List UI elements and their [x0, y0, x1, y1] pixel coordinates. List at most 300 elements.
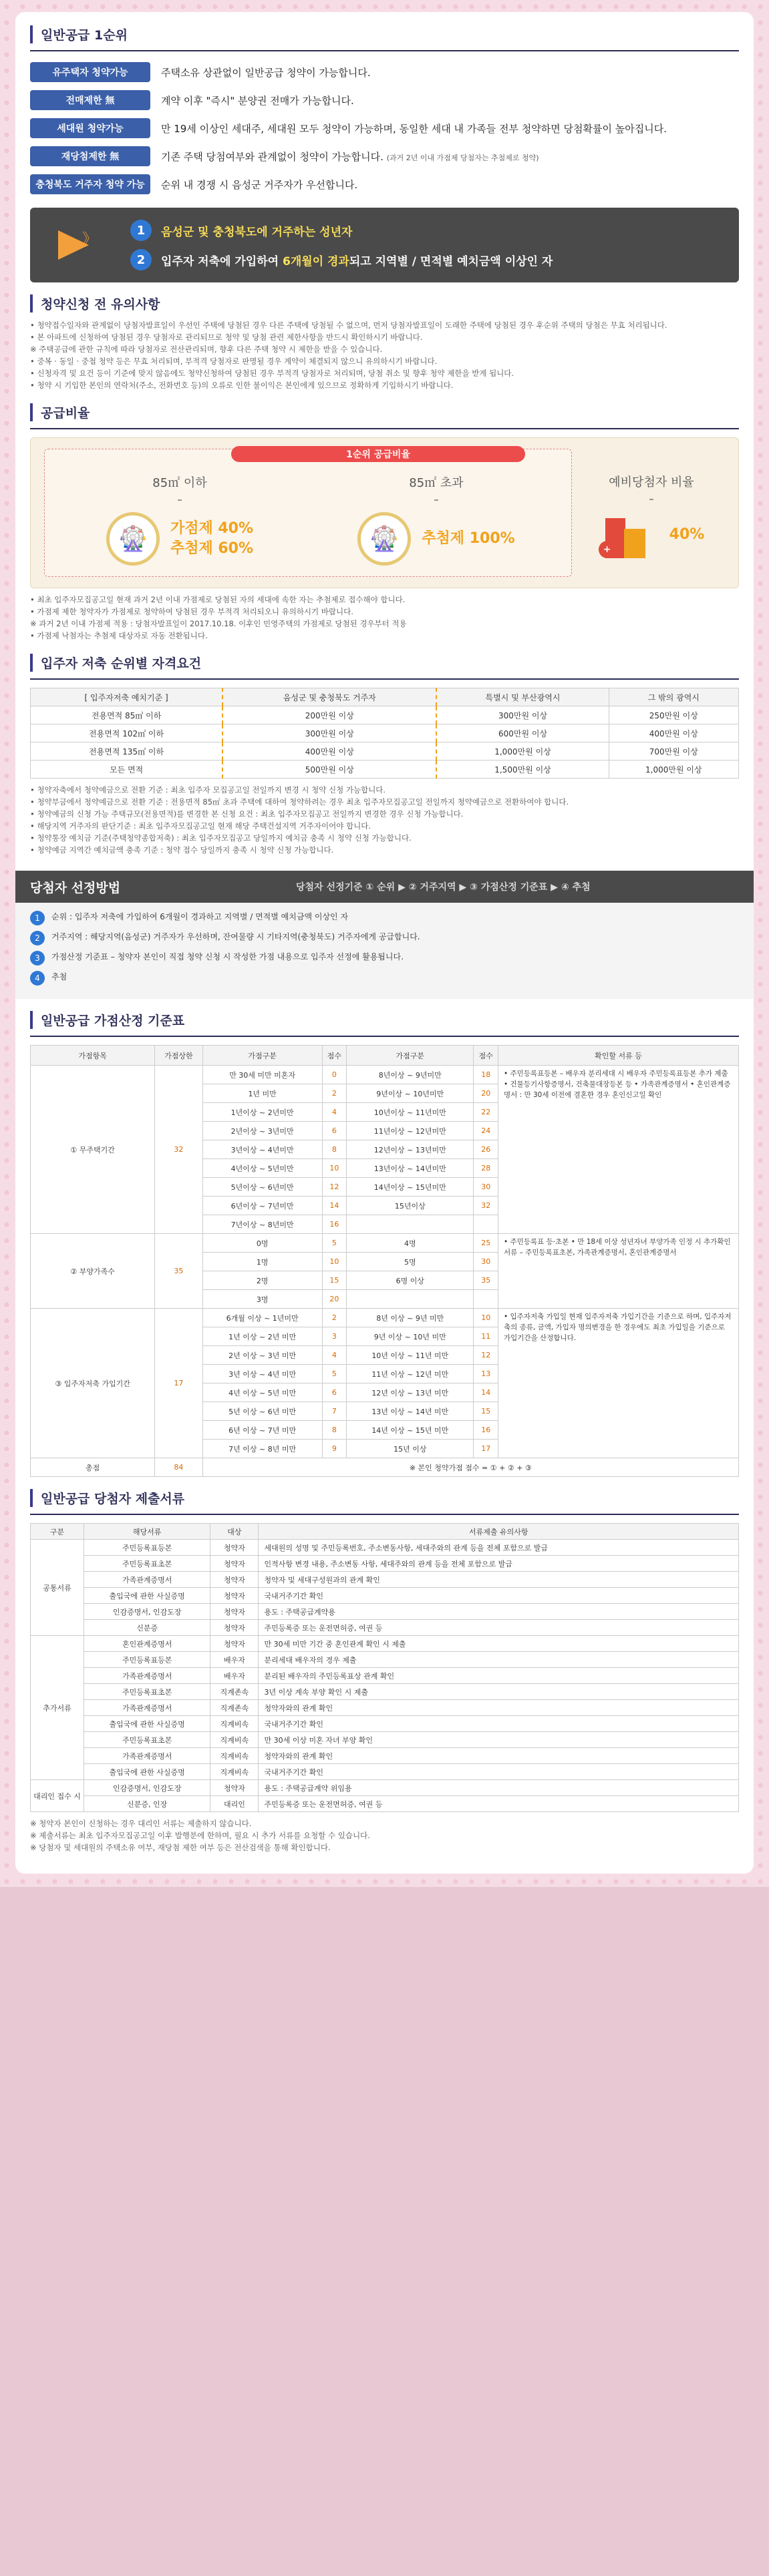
table-cell: 2년이상 ~ 3년미만: [202, 1122, 322, 1140]
table-cell: 12년이상 ~ 13년미만: [347, 1140, 474, 1159]
table-cell: 1년 미만: [202, 1084, 322, 1103]
ratio-value-lottery: 추첨제 60%: [170, 540, 254, 557]
document-name: 가족관계증명서: [84, 1748, 210, 1764]
table-cell: 26: [474, 1140, 498, 1159]
table-row: [31, 1716, 739, 1732]
table-cell: 500만원 이상: [222, 761, 436, 779]
table-cell: 10: [322, 1253, 347, 1271]
document-note: 청약자와의 관계 확인: [259, 1748, 739, 1764]
requirement-tag: 재당첨제한 無: [30, 146, 150, 166]
eligibility-item: [130, 249, 553, 270]
table-cell: 만 30세 미만 미혼자: [202, 1066, 322, 1084]
note-line: • 청약예금 지역간 예치금액 충족 기준 : 청약 접수 당일까지 충족 시 청약 신청 가능합니다.: [30, 845, 334, 855]
document-target: 직계비속: [210, 1764, 259, 1780]
table-cell: 5: [322, 1234, 347, 1253]
selection-sequence: 당첨자 선정기준 ① 순위 ▶ ② 거주지역 ▶ ③ 가점산정 기준표 ▶ ④ 추첨: [296, 882, 591, 893]
table-cell: 3년 이상 ~ 4년 미만: [202, 1365, 322, 1383]
document-target: 배우자: [210, 1668, 259, 1684]
table-row: [31, 1796, 739, 1812]
table-cell: 1,000만원 이상: [609, 761, 738, 779]
table-cell: 전용면적 135㎡ 이하: [31, 742, 223, 761]
requirement-tag: 유주택자 청약가능: [30, 62, 150, 82]
table-cell: 5년 이상 ~ 6년 미만: [202, 1402, 322, 1421]
note-line: • 가점제 낙첨자는 추첨제 대상자로 자동 전환됩니다.: [30, 631, 208, 640]
eligibility-highlight: 6개월이 경과: [282, 254, 349, 268]
document-name: 출입국에 관한 사실증명: [84, 1764, 210, 1780]
note-line: • 신청자격 및 요건 등이 기준에 맞지 않음에도 청약신청하여 당첨된 경우 부적격 당첨자로 처리되며, 당첨 취소 및 향후 청약 제한을 받게 됩니다.: [30, 369, 514, 378]
table-cell: 0명: [202, 1234, 322, 1253]
document-name: 가족관계증명서: [84, 1668, 210, 1684]
ratio-group: [44, 449, 572, 577]
note-line: • 청약자축에서 청약예금으로 전환 기준 : 최초 입주자 모집공고일 전일까지 변경 시 청약 신청 가능합니다.: [30, 785, 386, 795]
table-row: [31, 1780, 739, 1796]
table-row: [31, 1066, 739, 1084]
table-cell: 15년이상: [347, 1197, 474, 1215]
document-target: 청약자: [210, 1556, 259, 1572]
ratio-dash: –: [434, 495, 439, 505]
total-row: [31, 1458, 739, 1477]
requirement-row: [30, 172, 739, 197]
document-target: 청약자: [210, 1620, 259, 1636]
table-cell: [474, 1215, 498, 1234]
table-cell: 14: [322, 1197, 347, 1215]
requirement-row: [30, 87, 739, 113]
table-cell: 14: [474, 1383, 498, 1402]
table-cell: 15: [474, 1402, 498, 1421]
document-name: 혼인관계증명서: [84, 1636, 210, 1652]
table-cell: 4: [322, 1346, 347, 1365]
section-title-point-table: 일반공급 가점산정 기준표: [30, 1011, 739, 1029]
note-line: ※ 주택공급에 관한 규칙에 따라 당첨자로 전산관리되며, 향후 다른 주택 청약 시 제한을 받을 수 있습니다.: [30, 345, 383, 354]
table-cell: 2명: [202, 1271, 322, 1290]
document-category: 공통서류: [31, 1540, 84, 1636]
table-cell: 10년이상 ~ 11년미만: [347, 1103, 474, 1122]
table-cell: 15: [322, 1271, 347, 1290]
table-cell: 3년이상 ~ 4년미만: [202, 1140, 322, 1159]
document-name: 가족관계증명서: [84, 1700, 210, 1716]
table-cell: 전용면적 85㎡ 이하: [31, 706, 223, 724]
document-note: 만 30세 미만 기간 중 혼인관계 확인 시 제출: [259, 1636, 739, 1652]
table-cell: 11: [474, 1327, 498, 1346]
note-line: ※ 제출서류는 최초 입주자모집공고일 이후 발행분에 한하며, 필요 시 추가 서류를 요청할 수 있습니다.: [30, 1831, 370, 1840]
note-line: • 가점제 제한 청약자가 가점제로 청약하여 당첨된 경우 부적격 처리되오니 유의하시기 바랍니다.: [30, 607, 353, 616]
note-line: • 본 아파트에 신청하여 당첨된 경우 당첨자로 관리되므로 청약 및 당첨 관련 제한사항을 반드시 확인하시기 바랍니다.: [30, 333, 423, 342]
divider: [30, 678, 739, 680]
table-cell: 300만원 이상: [436, 706, 609, 724]
note-line: • 청약예금의 신청 가능 주택규모(전용면적)를 변경한 본 신청 요건 : 최초 입주자모집공고 전일까지 변경한 경우 신청 가능합니다.: [30, 809, 464, 819]
column-header: 대상: [210, 1524, 259, 1540]
selection-step: [30, 911, 739, 925]
document-target: 직계비속: [210, 1748, 259, 1764]
table-row: [31, 1764, 739, 1780]
table-cell: 20: [474, 1084, 498, 1103]
note-line: ※ 당첨자 및 세대원의 주택소유 여부, 재당첨 제한 여부 등은 전산검색을 통해 확인합니다.: [30, 1843, 331, 1852]
table-cell: 14년 이상 ~ 15년 미만: [347, 1421, 474, 1440]
ratio-head: 예비당첨자 비율: [609, 475, 694, 489]
requirement-text: 순위 내 경쟁 시 음성군 거주자가 우선합니다.: [161, 178, 358, 191]
table-cell: 35: [474, 1271, 498, 1290]
required-documents: • 입주자저축 가입일 현재 입주자저축 가입기간을 기준으로 하며, 입주자저축의 종류, 금액, 가입자 명의변경을 한 경우에도 최초 가입일을 기준으로 가입기간을 산정합니다.: [498, 1309, 739, 1458]
table-cell: 30: [474, 1178, 498, 1197]
document-name: 신분증: [84, 1620, 210, 1636]
requirement-list: [30, 59, 739, 197]
table-cell: 1명: [202, 1253, 322, 1271]
document-note: 국내거주기간 확인: [259, 1588, 739, 1604]
section-title-precautions: 청약신청 전 유의사항: [30, 294, 739, 312]
requirement-tag: 충청북도 거주자 청약 가능: [30, 174, 150, 194]
table-cell: 24: [474, 1122, 498, 1140]
step-number: 1: [30, 911, 45, 925]
step-number: 3: [30, 951, 45, 965]
table-cell: 7년이상 ~ 8년미만: [202, 1215, 322, 1234]
column-header: 그 밖의 광역시: [609, 688, 738, 706]
table-row: [31, 706, 739, 724]
table-cell: 6: [322, 1383, 347, 1402]
documents-table: [30, 1523, 739, 1812]
ratio-card-85-over: [315, 473, 558, 566]
documents-notes: [30, 1817, 739, 1854]
total-label: 총점: [31, 1458, 155, 1477]
table-cell: 8년 이상 ~ 9년 미만: [347, 1309, 474, 1327]
table-row: [31, 1234, 739, 1253]
document-target: 직계존속: [210, 1700, 259, 1716]
table-cell: 600만원 이상: [436, 724, 609, 742]
step-number: 4: [30, 971, 45, 986]
requirement-row: [30, 144, 739, 169]
section-title-winner-selection: 당첨자 선정방법: [30, 880, 121, 895]
ratio-value-point: 가점제 40%: [170, 520, 254, 537]
document-note: 국내거주기간 확인: [259, 1764, 739, 1780]
required-documents: • 주민등록표 등·초본 • 만 18세 이상 성년자녀 부양가족 인정 시 추가확인서류 – 주민등록표초본, 가족관계증명서, 혼인관계증명서: [498, 1234, 739, 1309]
table-cell: 30: [474, 1253, 498, 1271]
divider: [30, 50, 739, 51]
required-documents: • 주민등록표등본 – 배우자 분리세대 시 배우자 주민등록표등본 추가 제출 • 건물등기사항증명서, 건축물대장등본 등 • 가족관계증명서 • 혼인관계증명서 : 만 30세 이전에 결혼한 경우 혼인신고일 확인: [498, 1066, 739, 1234]
column-header: 점수: [322, 1046, 347, 1066]
notice-sheet: [15, 12, 754, 1874]
winner-selection-header: [15, 871, 754, 903]
point-max: 35: [155, 1234, 202, 1309]
table-cell: 6년 이상 ~ 7년 미만: [202, 1421, 322, 1440]
document-note: 세대원의 성명 및 주민등록번호, 주소변동사항, 세대주와의 관계 등을 전체 포함으로 발급: [259, 1540, 739, 1556]
table-cell: 300만원 이상: [222, 724, 436, 742]
section-title-1st-priority: 일반공급 1순위: [30, 25, 739, 43]
note-line: • 중복 · 동일 · 중첩 청약 등은 무효 처리되며, 부적격 당첨자로 판명될 경우 계약이 체결되지 않으니 유의하시기 바랍니다.: [30, 357, 438, 366]
table-cell: 200만원 이상: [222, 706, 436, 724]
column-header: 가점상한: [155, 1046, 202, 1066]
document-note: 분리된 배우자의 주민등록표상 관계 확인: [259, 1668, 739, 1684]
selection-step: [30, 951, 739, 965]
table-row: [31, 742, 739, 761]
note-line: ※ 과거 2년 이내 가점제 적용 : 당첨자발표일이 2017.10.18. 이후인 민영주택의 가점제로 당첨된 경우부터 적용: [30, 619, 407, 628]
document-name: 주민등록표초본: [84, 1684, 210, 1700]
column-header: 구분: [31, 1524, 84, 1540]
section-title-deposit-requirements: 입주자 저축 순위별 자격요건: [30, 654, 739, 672]
table-row: [31, 1652, 739, 1668]
table-cell: [347, 1215, 474, 1234]
document-category: 추가서류: [31, 1636, 84, 1780]
table-cell: 8년이상 ~ 9년미만: [347, 1066, 474, 1084]
table-cell: 6년이상 ~ 7년미만: [202, 1197, 322, 1215]
table-cell: 5: [322, 1365, 347, 1383]
table-cell: 9: [322, 1440, 347, 1458]
ratio-head: 85㎡ 이하: [152, 476, 207, 490]
table-cell: 400만원 이상: [222, 742, 436, 761]
table-row: [31, 724, 739, 742]
point-item: ① 무주택기간: [31, 1066, 155, 1234]
document-note: 주민등록증 또는 운전면허증, 여권 등: [259, 1796, 739, 1812]
total-formula: ※ 본인 청약가점 점수 = ① + ② + ③: [202, 1458, 738, 1477]
document-note: 3년 이상 계속 부양 확인 시 제출: [259, 1684, 739, 1700]
document-name: 출입국에 관한 사실증명: [84, 1588, 210, 1604]
table-cell: 25: [474, 1234, 498, 1253]
note-line: • 최초 입주자모집공고일 현재 과거 2년 이내 가점제로 당첨된 자의 세대에 속한 자는 추첨제로 접수해야 합니다.: [30, 595, 406, 604]
point-max: 17: [155, 1309, 202, 1458]
table-cell: 8: [322, 1140, 347, 1159]
table-row: [31, 1636, 739, 1652]
document-target: 청약자: [210, 1636, 259, 1652]
megaphone-icon: 》: [50, 225, 97, 265]
table-row: [31, 1540, 739, 1556]
document-note: 청약자와의 관계 확인: [259, 1700, 739, 1716]
eligibility-banner: [30, 208, 739, 282]
total-max: 84: [155, 1458, 202, 1477]
table-cell: 3: [322, 1327, 347, 1346]
table-cell: 10: [322, 1159, 347, 1178]
ratio-notes: [30, 594, 739, 642]
table-cell: 1,500만원 이상: [436, 761, 609, 779]
document-target: 청약자: [210, 1540, 259, 1556]
document-note: 용도 : 주택공급계약 위임용: [259, 1780, 739, 1796]
table-row: [31, 1572, 739, 1588]
eligibility-text: 입주자 저축에 가입하여 6개월이 경과되고 지역별 / 면적별 예치금액 이상인 자: [161, 254, 553, 268]
column-header: 점수: [474, 1046, 498, 1066]
requirement-tag: 세대원 청약가능: [30, 118, 150, 138]
step-text: 추첨: [51, 972, 67, 982]
table-cell: 11년이상 ~ 12년미만: [347, 1122, 474, 1140]
step-number: 2: [30, 931, 45, 945]
document-note: 만 30세 이상 미혼 자녀 부양 확인: [259, 1732, 739, 1748]
column-header: 서류제출 유의사항: [259, 1524, 739, 1540]
table-row: [31, 1309, 739, 1327]
document-target: 직계비속: [210, 1716, 259, 1732]
table-cell: 15년 이상: [347, 1440, 474, 1458]
table-cell: 모든 면적: [31, 761, 223, 779]
table-cell: 6개월 이상 ~ 1년미만: [202, 1309, 322, 1327]
selection-step: [30, 971, 739, 986]
deposit-table: [30, 688, 739, 779]
document-name: 가족관계증명서: [84, 1572, 210, 1588]
requirement-tag: 전매제한 無: [30, 90, 150, 110]
ratio-dash: –: [649, 494, 654, 505]
table-row: [31, 1700, 739, 1716]
step-text: 순위 : 입주자 저축에 가입하여 6개월이 경과하고 지역별 / 면적별 예치금액 이상인 자: [51, 912, 349, 921]
document-name: 출입국에 관한 사실증명: [84, 1716, 210, 1732]
note-line: • 청약통장 예치금 기준(주택청약종합저축) : 최초 입주자모집공고 당일까지 예치금 충족 시 청약 신청 가능합니다.: [30, 833, 412, 843]
number-badge: 2: [130, 249, 152, 270]
table-cell: 16: [322, 1215, 347, 1234]
ratio-head: 85㎡ 초과: [409, 476, 464, 490]
point-max: 32: [155, 1066, 202, 1234]
table-cell: 32: [474, 1197, 498, 1215]
divider: [30, 428, 739, 429]
requirement-row: [30, 116, 739, 141]
reserve-winner-ratio: [578, 449, 725, 577]
divider: [30, 1036, 739, 1037]
table-cell: 250만원 이상: [609, 706, 738, 724]
table-cell: 11년 이상 ~ 12년 미만: [347, 1365, 474, 1383]
table-row: [31, 761, 739, 779]
ratio-dash: –: [177, 495, 182, 505]
point-item: ③ 입주자저축 가입기간: [31, 1309, 155, 1458]
column-header: 가점구분: [202, 1046, 322, 1066]
document-name: 신분증, 인장: [84, 1796, 210, 1812]
document-target: 대리인: [210, 1796, 259, 1812]
reserve-ratio-value: 40%: [669, 526, 705, 543]
document-target: 직계존속: [210, 1684, 259, 1700]
table-cell: 1,000만원 이상: [436, 742, 609, 761]
document-target: 청약자: [210, 1780, 259, 1796]
document-target: 청약자: [210, 1572, 259, 1588]
table-cell: 13: [474, 1365, 498, 1383]
table-cell: 700만원 이상: [609, 742, 738, 761]
table-cell: 전용면적 102㎡ 이하: [31, 724, 223, 742]
document-category: 대리인 접수 시: [31, 1780, 84, 1812]
selection-step: [30, 931, 739, 945]
table-cell: 12: [322, 1178, 347, 1197]
section-title-supply-ratio: 공급비율: [30, 403, 739, 421]
column-header: 특별시 및 부산광역시: [436, 688, 609, 706]
table-row: [31, 1732, 739, 1748]
eligibility-highlight: 음성군 및 충청북도에 거주하는 성년자: [161, 225, 353, 239]
table-cell: 7: [322, 1402, 347, 1421]
table-cell: 20: [322, 1290, 347, 1309]
table-row: [31, 1556, 739, 1572]
eligibility-list: [130, 220, 553, 270]
table-cell: [474, 1290, 498, 1309]
table-row: [31, 1588, 739, 1604]
table-cell: 12: [474, 1346, 498, 1365]
document-note: 용도 : 주택공급계약용: [259, 1604, 739, 1620]
table-cell: 4년 이상 ~ 5년 미만: [202, 1383, 322, 1402]
document-note: 국내거주기간 확인: [259, 1716, 739, 1732]
requirement-text: 기존 주택 당첨여부와 관계없이 청약이 가능합니다. (과거 2년 이내 가점제 당첨자는 추첨제로 청약): [161, 150, 539, 163]
requirement-text: 주택소유 상관없이 일반공급 청약이 가능합니다.: [161, 66, 371, 79]
document-name: 주민등록표초본: [84, 1732, 210, 1748]
column-header: 가점항목: [31, 1046, 155, 1066]
table-cell: 5명: [347, 1253, 474, 1271]
table-cell: 28: [474, 1159, 498, 1178]
supply-ratio-pill: 1순위 공급비율: [231, 446, 525, 462]
supply-ratio-box: [30, 437, 739, 588]
requirement-row: [30, 59, 739, 85]
point-table: [30, 1045, 739, 1477]
table-cell: 1년 이상 ~ 2년 미만: [202, 1327, 322, 1346]
table-cell: 13년 이상 ~ 14년 미만: [347, 1402, 474, 1421]
table-cell: 4명: [347, 1234, 474, 1253]
table-cell: 2: [322, 1309, 347, 1327]
table-cell: 6: [322, 1122, 347, 1140]
eligibility-item: [130, 220, 553, 241]
table-cell: 5년이상 ~ 6년미만: [202, 1178, 322, 1197]
table-cell: 14년이상 ~ 15년미만: [347, 1178, 474, 1197]
document-name: 인감증명서, 인감도장: [84, 1780, 210, 1796]
building-icon: +: [599, 511, 659, 558]
note-line: ※ 청약자 본인이 신청하는 경우 대리인 서류는 제출하지 않습니다.: [30, 1819, 252, 1828]
number-badge: 1: [130, 220, 152, 241]
document-name: 주민등록표등본: [84, 1540, 210, 1556]
ratio-card-85-under: [58, 473, 301, 566]
table-cell: 9년이상 ~ 10년미만: [347, 1084, 474, 1103]
table-cell: 4년이상 ~ 5년미만: [202, 1159, 322, 1178]
column-header: [ 입주자저축 예치기준 ]: [31, 688, 223, 706]
selection-steps: [15, 903, 754, 999]
table-cell: 8: [322, 1421, 347, 1440]
precaution-notes: [30, 319, 739, 391]
table-row: [31, 1684, 739, 1700]
table-row: [31, 1748, 739, 1764]
table-cell: 13년이상 ~ 14년미만: [347, 1159, 474, 1178]
point-item: ② 부양가족수: [31, 1234, 155, 1309]
note-line: • 청약부금에서 청약예금으로 전환 기준 : 전용면적 85㎡ 초과 주택에 대하여 청약하려는 경우 최초 입주자모집공고일 전일까지 청약예금으로 전환하여야 합니다.: [30, 797, 569, 807]
document-name: 인감증명서, 인감도장: [84, 1604, 210, 1620]
table-cell: 10년 이상 ~ 11년 미만: [347, 1346, 474, 1365]
note-line: • 해당지역 거주자의 판단기준 : 최초 입주자모집공고일 현재 해당 주택건설지역 거주자이어야 합니다.: [30, 821, 371, 831]
table-cell: 22: [474, 1103, 498, 1122]
document-name: 주민등록표초본: [84, 1556, 210, 1572]
table-row: [31, 1668, 739, 1684]
table-cell: 16: [474, 1421, 498, 1440]
document-target: 배우자: [210, 1652, 259, 1668]
table-row: [31, 1604, 739, 1620]
table-cell: 17: [474, 1440, 498, 1458]
deposit-notes: [30, 784, 739, 856]
ratio-value-lottery: 추첨제 100%: [422, 530, 515, 547]
step-text: 거주지역 : 해당지역(음성군) 거주자가 우선하며, 잔여물량 시 기타지역(충청북도) 거주자에게 공급합니다.: [51, 932, 420, 941]
section-title-documents: 일반공급 당첨자 제출서류: [30, 1489, 739, 1507]
eligibility-text: [161, 222, 352, 239]
table-cell: 18: [474, 1066, 498, 1084]
table-cell: 10: [474, 1309, 498, 1327]
table-row: [31, 1620, 739, 1636]
table-cell: 4: [322, 1103, 347, 1122]
table-cell: 2년 이상 ~ 3년 미만: [202, 1346, 322, 1365]
table-cell: [347, 1290, 474, 1309]
requirement-text: 계약 이후 "즉시" 분양권 전매가 가능합니다.: [161, 94, 354, 107]
table-cell: 0: [322, 1066, 347, 1084]
requirement-text: 만 19세 이상인 세대주, 세대원 모두 청약이 가능하며, 동일한 세대 내 가족들 전부 청약하면 당첨확률이 높아집니다.: [161, 122, 667, 135]
document-target: 청약자: [210, 1588, 259, 1604]
document-name: 주민등록표등본: [84, 1652, 210, 1668]
lottery-machine-icon: 🎡: [357, 512, 411, 566]
document-target: 청약자: [210, 1604, 259, 1620]
document-note: 인적사항 변경 내용, 주소변동 사항, 세대주와의 관계 등을 전체 포함으로 발급: [259, 1556, 739, 1572]
step-text: 가점산정 기준표 – 청약자 본인이 직접 청약 신청 시 작성한 가점 내용으로 입주자 선정에 활용됩니다.: [51, 952, 404, 961]
table-cell: 1년이상 ~ 2년미만: [202, 1103, 322, 1122]
divider: [30, 1514, 739, 1515]
note-line: • 청약 시 기입한 본인의 연락처(주소, 전화번호 등)의 오류로 인한 불이익은 본인에게 있으므로 정확하게 기입하시기 바랍니다.: [30, 381, 454, 390]
lottery-machine-icon: 🎡: [106, 512, 160, 566]
table-cell: 400만원 이상: [609, 724, 738, 742]
column-header: 가점구분: [347, 1046, 474, 1066]
note-line: • 청약접수일자와 관계없이 당첨자발표일이 우선인 주택에 당첨된 경우 다른 주택에 당첨될 수 없으며, 먼저 당첨자발표일이 도래한 주택에 당첨된 경우 후순위 주택의 당첨은 무효 처리됩니다.: [30, 320, 667, 330]
column-header: 확인할 서류 등: [498, 1046, 739, 1066]
document-note: 분리세대 배우자의 경우 제출: [259, 1652, 739, 1668]
column-header: 해당서류: [84, 1524, 210, 1540]
document-note: 주민등록증 또는 운전면허증, 여권 등: [259, 1620, 739, 1636]
table-cell: 3명: [202, 1290, 322, 1309]
table-cell: 7년 이상 ~ 8년 미만: [202, 1440, 322, 1458]
requirement-footnote: (과거 2년 이내 가점제 당첨자는 추첨제로 청약): [386, 153, 539, 162]
